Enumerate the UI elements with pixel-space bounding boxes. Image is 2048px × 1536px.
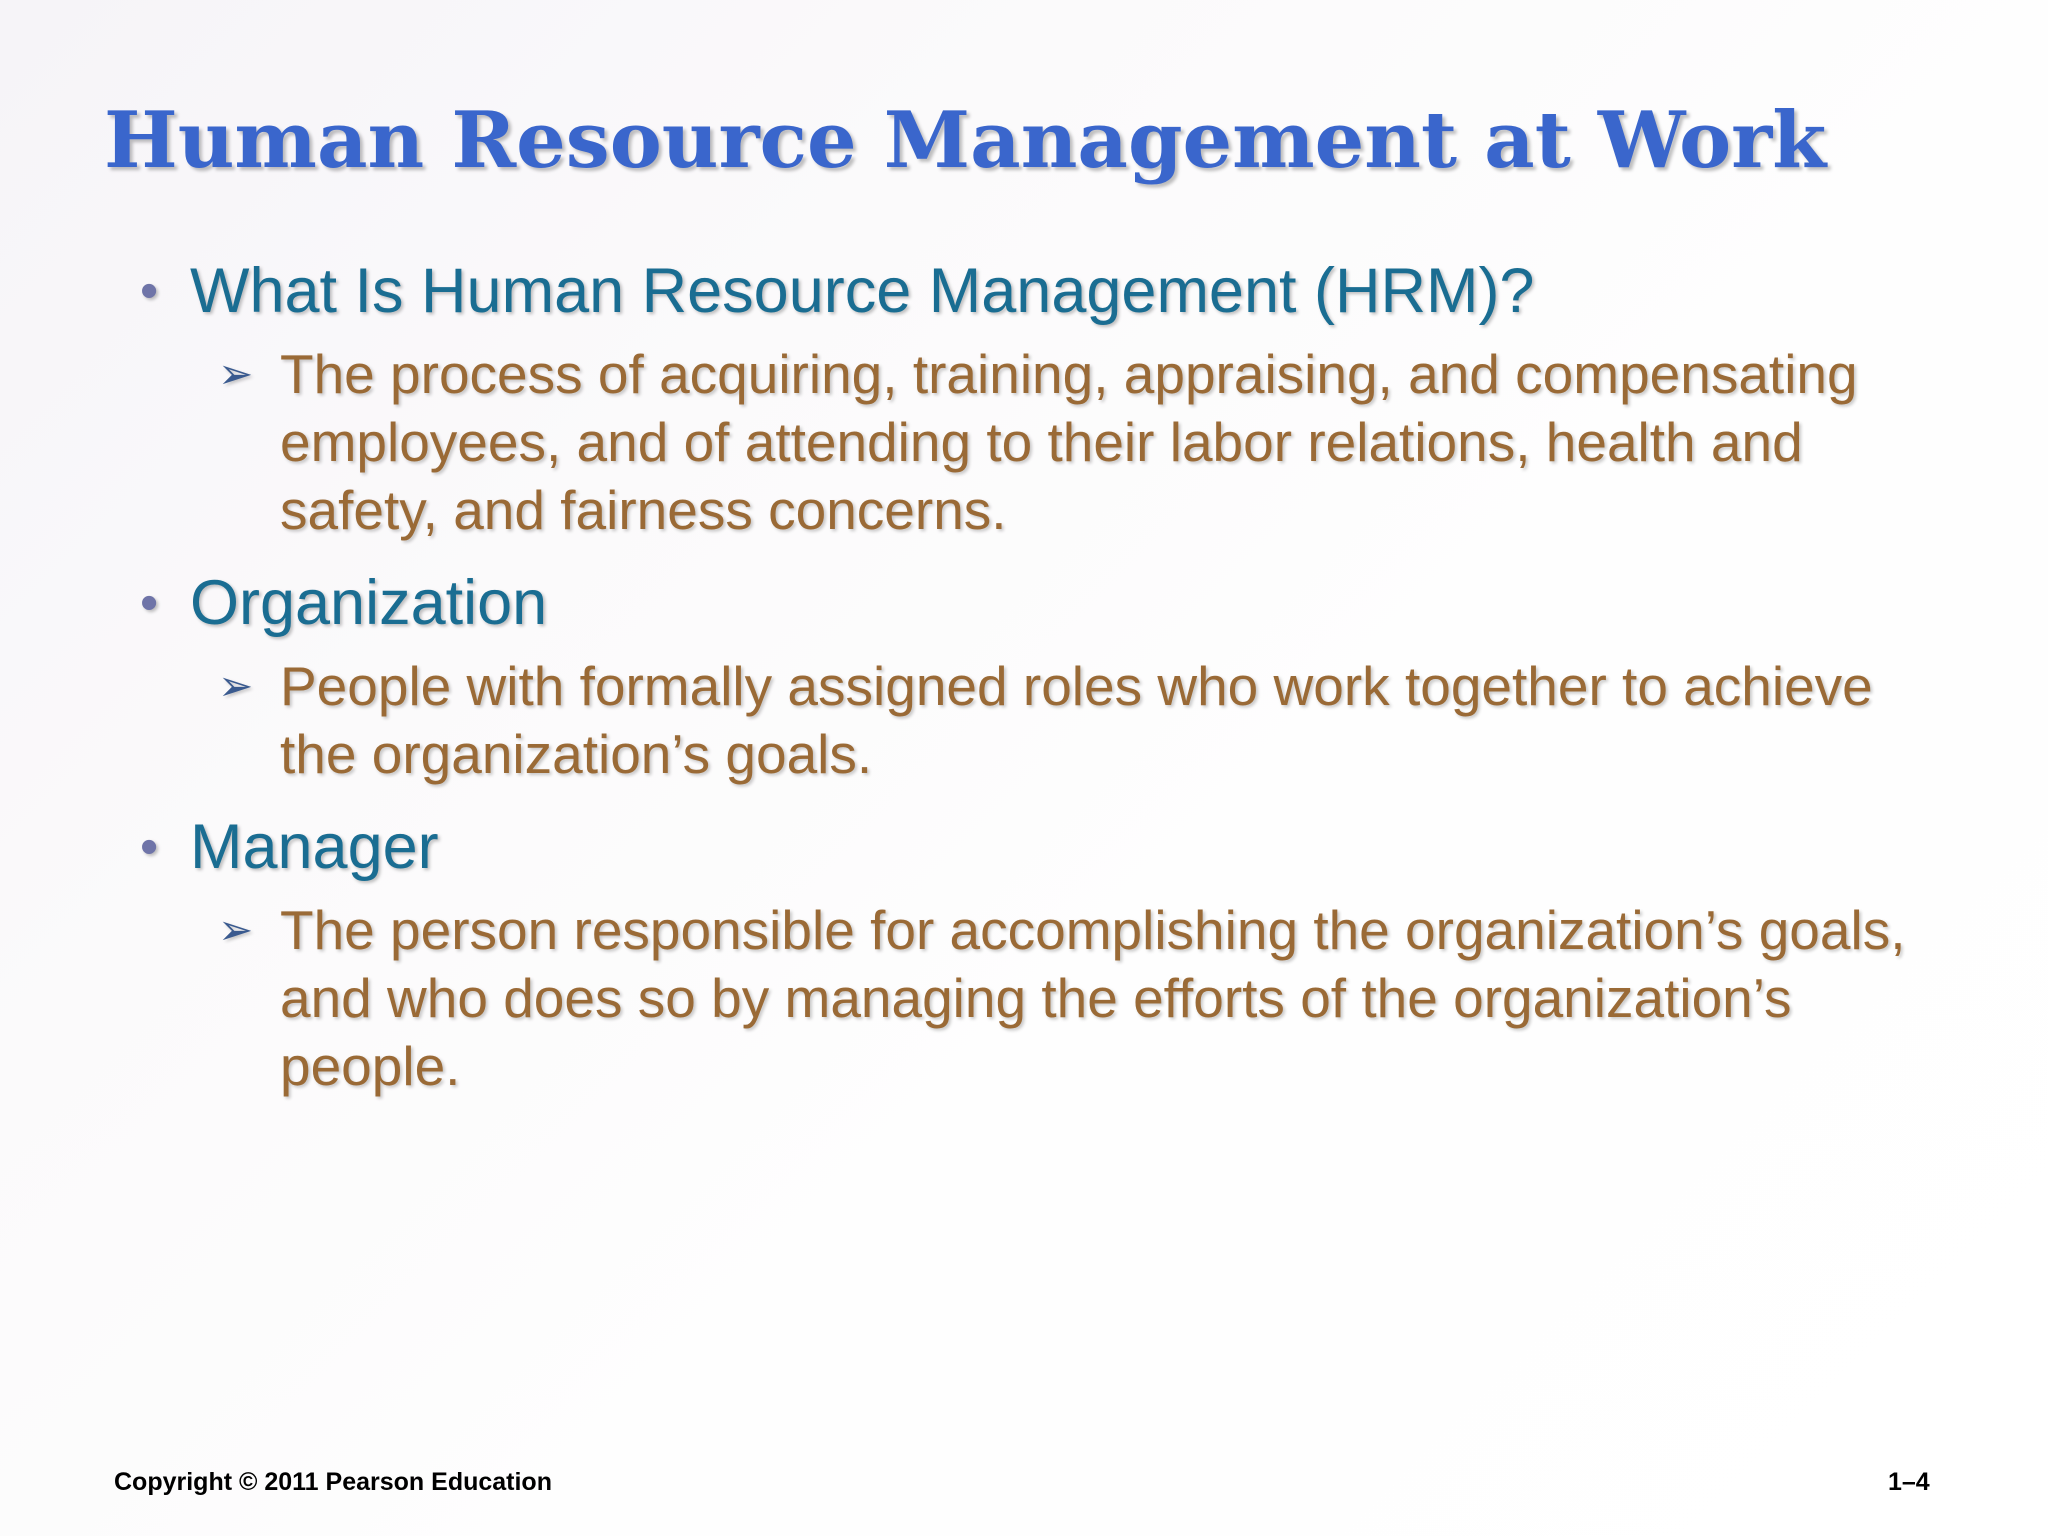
sub-bullet-organization [140,652,1940,788]
bullet-hrm [140,250,1940,332]
arrowhead-icon: ➢ [218,905,254,954]
sub-bullet-text: People with formally assigned roles who work together to achieve the organization’s goals. [280,655,1873,785]
slide-title: Human Resource Management at Work [104,95,1827,186]
sub-bullet-text: The process of acquiring, training, appraising, and compensating employees, and of attending to their labor relations, health and safety, and fairness concerns. [280,343,1858,541]
sub-bullet-hrm [140,340,1940,544]
bullet-manager [140,806,1940,888]
slide-content [140,250,1940,1114]
bullet-dot-icon: • [140,262,159,320]
sub-bullet-manager [140,896,1940,1100]
bullet-heading: Organization [190,568,548,638]
bullet-dot-icon: • [140,818,159,876]
bullet-dot-icon: • [140,574,159,632]
slide-number: 1–4 [1888,1468,1930,1496]
sub-bullet-text: The person responsible for accomplishing the organization’s goals, and who does so by managing the efforts of the organization’s people. [280,899,1906,1097]
bullet-organization [140,562,1940,644]
bullet-heading: What Is Human Resource Management (HRM)? [190,256,1535,326]
bullet-heading: Manager [190,812,439,882]
arrowhead-icon: ➢ [218,661,254,710]
copyright-footer: Copyright © 2011 Pearson Education [114,1468,552,1496]
arrowhead-icon: ➢ [218,349,254,398]
